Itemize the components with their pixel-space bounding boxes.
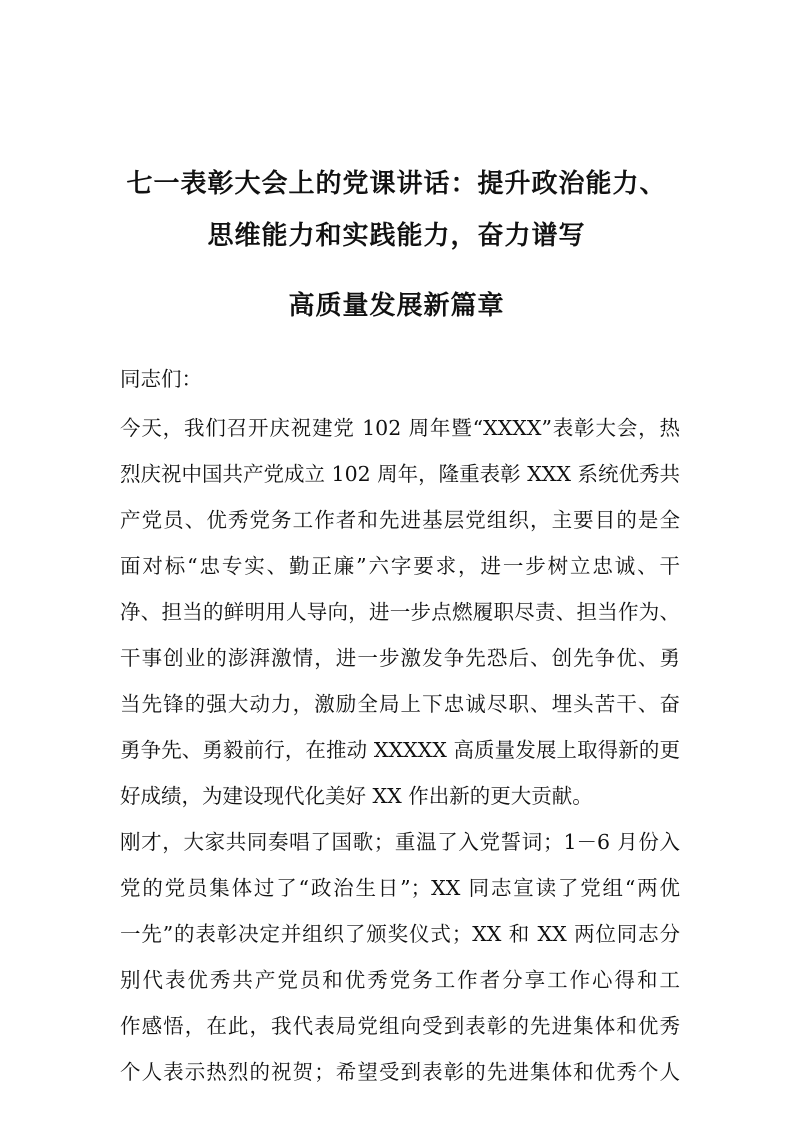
title-line-1: 七一表彰大会上的党课讲话：提升政治能力、 bbox=[126, 169, 667, 199]
paragraph-2-line: 别代表优秀共产党员和优秀党务工作者分享工作心得和工 bbox=[120, 968, 680, 992]
paragraph-1-line: 好成绩，为建设现代化美好 XX 作出新的更大贡献。 bbox=[120, 784, 593, 808]
paragraph-2-line: 党的党员集体过了“政治生日”；XX 同志宣读了党组“两优 bbox=[120, 876, 680, 900]
paragraph-2-line: 作感悟，在此，我代表局党组向受到表彰的先进集体和优秀 bbox=[120, 1014, 680, 1038]
paragraph-1-line: 当先锋的强大动力，激励全局上下忠诚尽职、埋头苦干、奋 bbox=[120, 692, 680, 716]
paragraph-1-line: 勇争先、勇毅前行，在推动 XXXXX 高质量发展上取得新的更 bbox=[120, 738, 680, 762]
salutation: 同志们： bbox=[120, 367, 202, 391]
title-line-2: 思维能力和实践能力，奋力谱写 bbox=[207, 221, 586, 251]
paragraph-2-line: 个人表示热烈的祝贺；希望受到表彰的先进集体和优秀个人 bbox=[120, 1060, 680, 1084]
paragraph-1-line: 烈庆祝中国共产党成立 102 周年，隆重表彰 XXX 系统优秀共 bbox=[120, 462, 680, 486]
title-line-3: 高质量发展新篇章 bbox=[288, 291, 505, 321]
paragraph-1-line: 今天，我们召开庆祝建党 102 周年暨“XXXX”表彰大会，热 bbox=[120, 416, 680, 440]
paragraph-1-line: 干事创业的澎湃激情，进一步激发争先恐后、创先争优、勇 bbox=[120, 646, 680, 670]
paragraph-1-line: 面对标“忠专实、勤正廉”六字要求，进一步树立忠诚、干 bbox=[120, 554, 680, 578]
paragraph-1-line: 净、担当的鲜明用人导向，进一步点燃履职尽责、担当作为、 bbox=[120, 600, 680, 624]
paragraph-1-line: 产党员、优秀党务工作者和先进基层党组织，主要目的是全 bbox=[120, 508, 680, 532]
paragraph-2-line: 一先”的表彰决定并组织了颁奖仪式；XX 和 XX 两位同志分 bbox=[120, 922, 680, 946]
paragraph-2-line: 刚才，大家共同奏唱了国歌；重温了入党誓词；1－6 月份入 bbox=[120, 830, 680, 854]
